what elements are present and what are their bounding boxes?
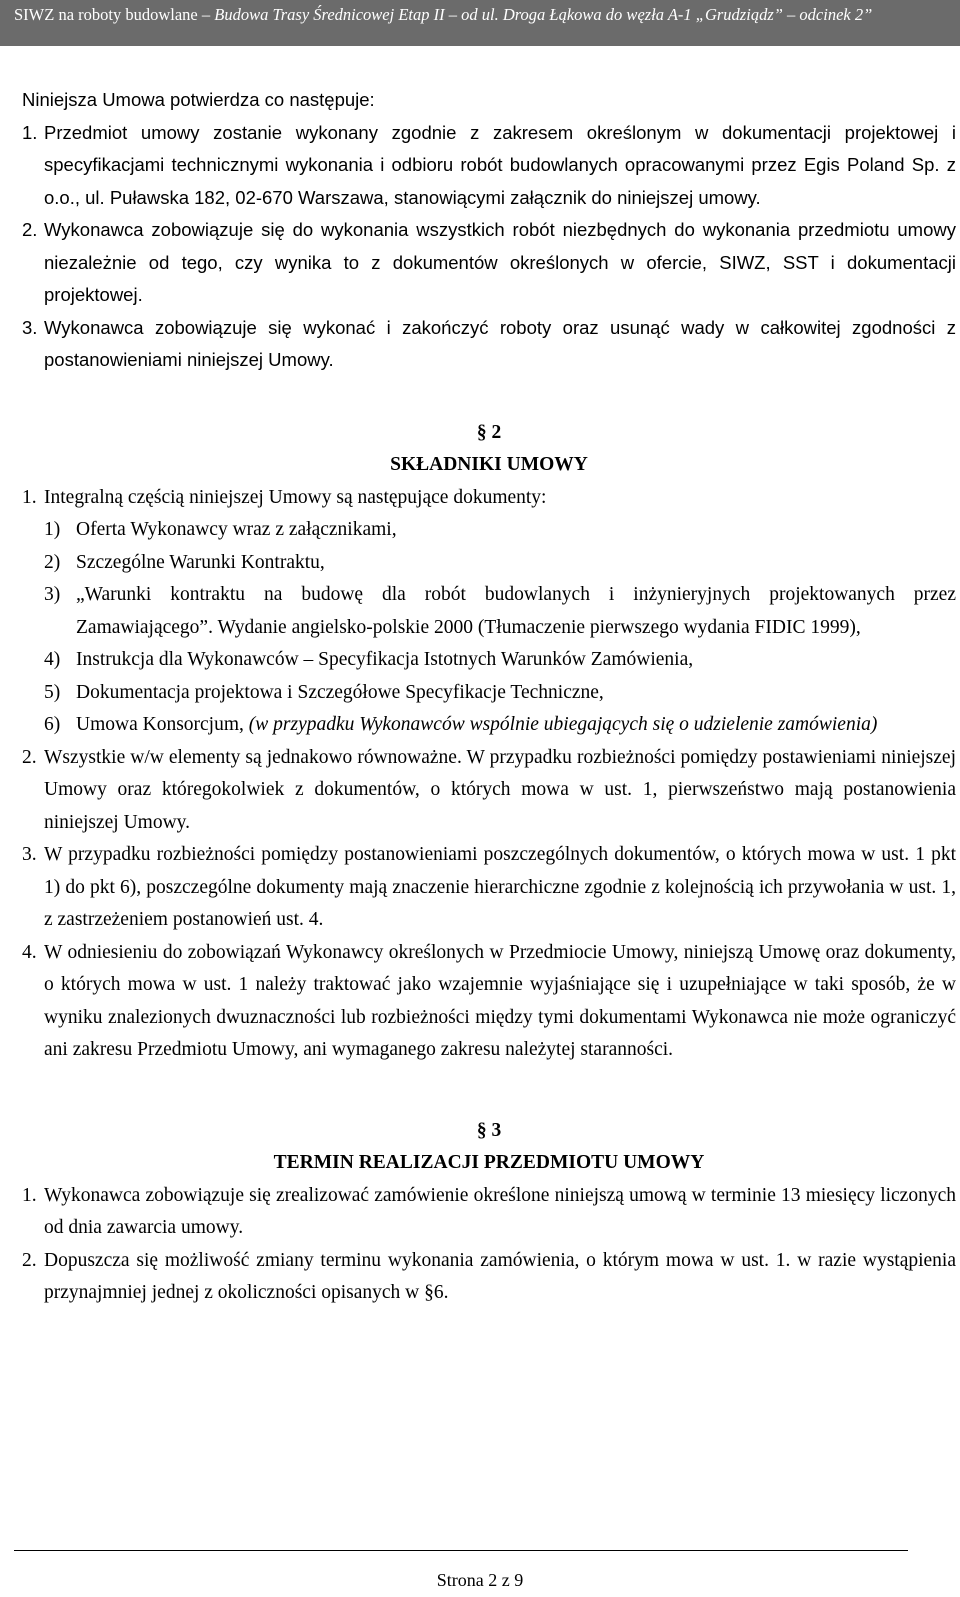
list-item (22, 214, 956, 312)
header-prefix: SIWZ na roboty budowlane – (14, 5, 211, 24)
item-text: Przedmiot umowy zostanie wykonany zgodnie z zakresem określonym w dokumentacji projektowej i specyfikacjami technicznymi wykonania i odbioru robót budowlanych opracowanymi przez Egis Poland Sp. z o.o., ul. Puławska 182, 02-670 Warszawa, stanowiącymi załącznik do niniejszej umowy. (44, 121, 956, 208)
sub-item-note: (w przypadku Wykonawców wspólnie ubiegających się o udzielenie zamówienia) (248, 714, 878, 735)
item-number: 2. (22, 746, 37, 768)
sub-item-text (76, 709, 956, 742)
list-item (22, 1180, 956, 1245)
document-header (0, 0, 960, 46)
section-1 (22, 84, 956, 377)
item-number: 1. (22, 121, 38, 143)
document-body (22, 84, 956, 1310)
item-number: 3. (22, 316, 38, 338)
list-item (22, 839, 956, 937)
sub-item-text: Dokumentacja projektowa i Szczegółowe Specyfikacje Techniczne, (76, 681, 604, 703)
sub-item-number: 6) (44, 714, 61, 735)
section-title: TERMIN REALIZACJI PRZEDMIOTU UMOWY (273, 1152, 705, 1173)
item-number: 3. (22, 844, 37, 865)
footer-divider (14, 1550, 908, 1551)
sub-item-number: 1) (44, 519, 61, 540)
list-item (22, 117, 956, 215)
list-item (22, 742, 956, 840)
section-number: § 3 (476, 1119, 502, 1141)
sub-item (44, 547, 956, 580)
sub-item-text: Oferta Wykonawcy wraz z załącznikami, (76, 519, 397, 540)
item-number: 2. (22, 1249, 37, 1271)
header-title: Budowa Trasy Średnicowej Etap II – od ul. Droga Łąkowa do węzła A-1 „Grudziądz” – odcinek 2” (214, 5, 873, 24)
intro-text: Niniejsza Umowa potwierdza co następuje: (22, 89, 375, 110)
sub-item (44, 644, 956, 677)
sub-item (44, 579, 956, 644)
item-text: W odniesieniu do zobowiązań Wykonawcy określonych w Przedmiocie Umowy, niniejszą Umowę oraz dokumenty, o których mowa w ust. 1 należy traktować jako wzajemnie wyjaśniające się i uzupełniające w taki sposób, że w wyniku znalezionych dwuznaczności lub rozbieżności między tymi dokumentami Wykonawca nie może ograniczyć ani zakresu Przedmiotu Umowy, ani wymaganego zakresu należytej staranności. (44, 941, 956, 1060)
section-title: SKŁADNIKI UMOWY (390, 454, 588, 475)
sub-item-number: 4) (44, 649, 61, 670)
item-text: Wykonawca zobowiązuje się zrealizować zamówienie określone niniejszą umową w terminie 13 miesięcy liczonych od dnia zawarcia umowy. (44, 1184, 956, 1238)
list-item (22, 482, 956, 515)
item-number: 2. (22, 219, 38, 240)
sub-item (44, 709, 956, 742)
section-number: § 2 (476, 421, 502, 443)
item-text: Wszystkie w/w elementy są jednakowo równoważne. W przypadku rozbieżności pomiędzy postawieniami niniejszej Umowy oraz któregokolwiek z dokumentów, o których mowa w ust. 1, pierwszeństwo mają postanowienia niniejszej Umowy. (44, 746, 956, 833)
sub-item-main: Umowa Konsorcjum, (76, 714, 244, 735)
sub-item-number: 2) (44, 551, 61, 573)
item-text: W przypadku rozbieżności pomiędzy postanowieniami poszczególnych dokumentów, o których mowa w ust. 1 pkt 1) do pkt 6), poszczególne dokumenty mają znaczenie hierarchiczne zgodnie z kolejnością ich przywołania w ust. 1, z zastrzeżeniem postanowień ust. 4. (44, 844, 956, 930)
item-number: 1. (22, 1184, 37, 1206)
sub-item-number: 3) (44, 584, 61, 605)
item-text: Dopuszcza się możliwość zmiany terminu wykonania zamówienia, o którym mowa w ust. 1. w razie wystąpienia przynajmniej jednej z okoliczności opisanych w §6. (44, 1249, 956, 1303)
list-item (22, 937, 956, 1067)
item-text: Integralną częścią niniejszej Umowy są następujące dokumenty: (44, 486, 547, 508)
sub-item-text: Szczególne Warunki Kontraktu, (76, 551, 325, 573)
sub-item-text: Instrukcja dla Wykonawców – Specyfikacja Istotnych Warunków Zamówienia, (76, 649, 694, 670)
sub-item-text: „Warunki kontraktu na budowę dla robót budowlanych i inżynieryjnych projektowanych przez Zamawiającego”. Wydanie angielsko-polskie 2000 (Tłumaczenie pierwszego wydania FIDIC 1999), (76, 584, 956, 638)
section-3 (22, 1115, 956, 1310)
section-2 (22, 417, 956, 1067)
sub-item (44, 677, 956, 710)
page-number: Strona 2 z 9 (436, 1570, 524, 1590)
item-number: 4. (22, 941, 37, 963)
sub-item (44, 514, 956, 547)
item-text: Wykonawca zobowiązuje się wykonać i zakończyć roboty oraz usunąć wady w całkowitej zgodności z postanowieniami niniejszej Umowy. (44, 316, 956, 370)
list-item (22, 1245, 956, 1310)
item-text: Wykonawca zobowiązuje się do wykonania wszystkich robót niezbędnych do wykonania przedmiotu umowy niezależnie od tego, czy wynika to z dokumentów określonych w ofercie, SIWZ, SST i dokumentacji projektowej. (44, 219, 956, 305)
sub-item-number: 5) (44, 681, 61, 703)
item-number: 1. (22, 486, 37, 508)
list-item (22, 312, 956, 377)
